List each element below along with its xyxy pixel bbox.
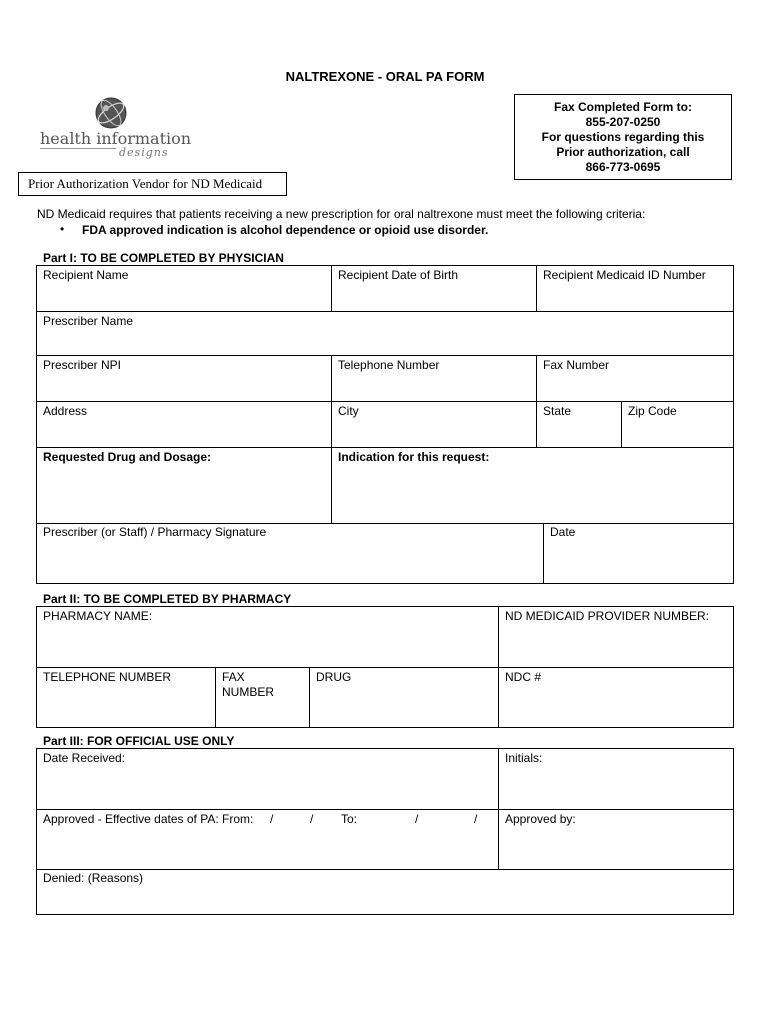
recipient-medicaid-id-field[interactable]: [536, 265, 734, 312]
zip-label: Zip Code: [628, 404, 677, 418]
pharmacy-name-field[interactable]: [36, 606, 499, 668]
vendor-label: Prior Authorization Vendor for ND Medicaid: [18, 172, 287, 196]
part1-heading: Part I: TO BE COMPLETED BY PHYSICIAN: [43, 251, 284, 265]
prescriber-name-label: Prescriber Name: [43, 314, 134, 328]
fax-label: Fax Number: [543, 358, 610, 372]
telephone-label: Telephone Number: [338, 358, 440, 372]
signature-date-label: Date: [550, 525, 576, 539]
zip-field[interactable]: [621, 401, 734, 448]
pharmacy-telephone-label: TELEPHONE NUMBER: [43, 670, 172, 684]
signature-date-field[interactable]: [543, 523, 734, 584]
date-received-label: Date Received:: [43, 751, 126, 765]
recipient-name-label: Recipient Name: [43, 268, 129, 282]
recipient-medicaid-id-label: Recipient Medicaid ID Number: [543, 268, 706, 282]
prescriber-name-field[interactable]: [36, 311, 734, 356]
pharmacy-fax-label-1: FAX: [222, 670, 245, 684]
fax-field[interactable]: [536, 355, 734, 402]
ndc-label: NDC #: [505, 670, 542, 684]
address-label: Address: [43, 404, 88, 418]
signature-field[interactable]: [36, 523, 544, 584]
date-received-field[interactable]: [36, 748, 499, 810]
recipient-name-field[interactable]: [36, 265, 332, 312]
ndc-field[interactable]: [498, 667, 734, 728]
initials-label: Initials:: [505, 751, 543, 765]
part3-heading: Part III: FOR OFFICIAL USE ONLY: [43, 734, 235, 748]
drug-field[interactable]: [309, 667, 499, 728]
denied-reasons-label: Denied: (Reasons): [43, 871, 144, 885]
drug-dosage-label: Requested Drug and Dosage:: [43, 450, 212, 464]
bullet-icon: •: [60, 222, 65, 236]
initials-field[interactable]: [498, 748, 734, 810]
logo-rule: [40, 148, 116, 149]
fax-line4: Prior authorization, call: [556, 145, 690, 159]
recipient-dob-label: Recipient Date of Birth: [338, 268, 459, 282]
signature-label: Prescriber (or Staff) / Pharmacy Signature: [43, 525, 267, 539]
state-label: State: [543, 404, 572, 418]
prescriber-npi-label: Prescriber NPI: [43, 358, 122, 372]
drug-label: DRUG: [316, 670, 352, 684]
denied-reasons-field[interactable]: [36, 869, 734, 915]
date-slash: /: [415, 812, 419, 826]
pharmacy-telephone-field[interactable]: [36, 667, 216, 728]
address-field[interactable]: [36, 401, 332, 448]
phone-number: 866-773-0695: [585, 160, 661, 174]
provider-number-label: ND MEDICAID PROVIDER NUMBER:: [505, 609, 710, 623]
approved-by-label: Approved by:: [505, 812, 576, 826]
city-label: City: [338, 404, 359, 418]
telephone-field[interactable]: [331, 355, 537, 402]
criteria-item: FDA approved indication is alcohol dependence or opioid use disorder.: [82, 223, 489, 237]
pharmacy-fax-field[interactable]: [215, 667, 310, 728]
logo-subtext: designs: [119, 146, 169, 159]
pharmacy-name-label: PHARMACY NAME:: [43, 609, 153, 623]
recipient-dob-field[interactable]: [331, 265, 537, 312]
fax-line3: For questions regarding this: [541, 130, 705, 144]
prescriber-npi-field[interactable]: [36, 355, 332, 402]
pharmacy-fax-label-2: NUMBER: [222, 685, 275, 699]
date-slash: /: [310, 812, 314, 826]
intro-text: ND Medicaid requires that patients receiving a new prescription for oral naltrexone must meet the following criteria:: [37, 207, 646, 221]
approved-dates-field[interactable]: [36, 809, 499, 870]
provider-number-field[interactable]: [498, 606, 734, 668]
approved-dates-label: Approved - Effective dates of PA: From:: [43, 812, 254, 826]
fax-info-box: [514, 94, 732, 180]
to-label: To:: [341, 812, 358, 826]
logo-globe-icon: [94, 96, 128, 130]
indication-label: Indication for this request:: [338, 450, 490, 464]
part2-heading: Part II: TO BE COMPLETED BY PHARMACY: [43, 592, 292, 606]
form-title: NALTREXONE - ORAL PA FORM: [285, 69, 485, 84]
city-field[interactable]: [331, 401, 537, 448]
date-slash: /: [270, 812, 274, 826]
drug-dosage-field[interactable]: [36, 447, 332, 524]
fax-number: 855-207-0250: [585, 115, 661, 129]
state-field[interactable]: [536, 401, 622, 448]
approved-by-field[interactable]: [498, 809, 734, 870]
indication-field[interactable]: [331, 447, 734, 524]
fax-line1: Fax Completed Form to:: [553, 100, 692, 114]
logo-text: health information: [40, 129, 192, 148]
date-slash: /: [474, 812, 478, 826]
